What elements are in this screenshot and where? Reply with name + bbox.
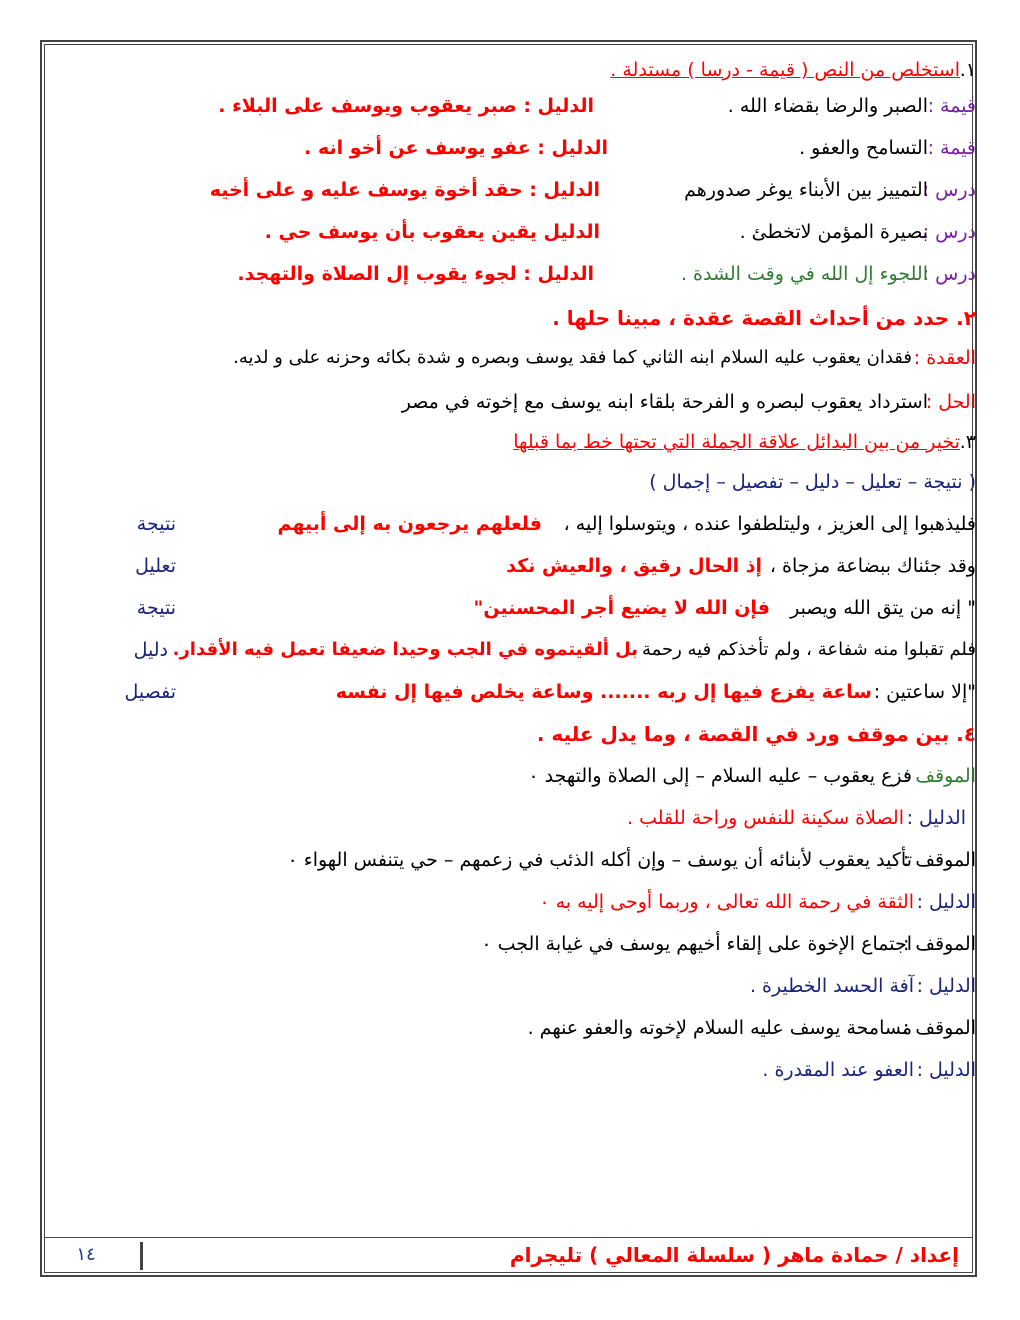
q3-row (60, 676, 976, 710)
q3-sentence: وقد جئناك ببضاعة مزجاة ، (769, 555, 976, 577)
row-evidence: الدليل : صبر يعقوب ويوسف على البلاء . (218, 95, 594, 117)
row-label: قيمة : (927, 137, 976, 159)
q3-answer: نتيجة (136, 513, 176, 535)
q2-heading (60, 302, 976, 336)
q1-heading (60, 54, 976, 88)
page-footer (44, 1237, 973, 1274)
q1-title: استخلص من النص ( قيمة - درسا ) مستدلة . (610, 59, 960, 81)
q3-sentence: "إلا ساعتين : (873, 681, 976, 703)
row-text: اللجوء إل الله في وقت الشدة . (680, 263, 928, 285)
row-evidence: الدليل : عفو يوسف عن أخو انه . (304, 137, 608, 159)
situation-text: مسامحة يوسف عليه السلام لإخوته والعفو عنهم . (527, 1017, 912, 1039)
q3-highlight: بل ألقيتموه في الجب وحيدا ضعيفا تعمل فيه الأقدار. (172, 639, 638, 660)
q4-situation (60, 760, 976, 794)
q3-sentence: " إنه من يتق الله ويصبر (790, 597, 976, 619)
q3-highlight: ساعة يفزع فيها إل ربه ....... وساعة يخلص فيها إل نفسه (335, 681, 872, 703)
q3-answer: دليل (133, 639, 168, 661)
evidence-label: الدليل : (916, 891, 976, 913)
solution-label: الحل : (925, 391, 976, 413)
q3-row (60, 550, 976, 584)
q2-title: ٢. حدد من أحداث القصة عقدة ، مبينا حلها . (552, 306, 976, 330)
page-number: ١٤ (76, 1244, 96, 1265)
q1-number: ١. (959, 59, 976, 81)
solution-text: استرداد يعقوب لبصره و الفرحة بلقاء ابنه يوسف مع إخوته في مصر (401, 391, 928, 413)
row-text: التمييز بين الأبناء يوغر صدورهم (684, 179, 928, 201)
q3-title: تخير من بين البدائل علاقة الجملة التي تحتها خط بما قبلها (513, 431, 960, 453)
q3-options (60, 466, 976, 500)
q3-number: ٣. (959, 431, 976, 453)
q4-situation (60, 928, 976, 962)
q3-answer: تعليل (135, 555, 176, 577)
q1-row (60, 90, 976, 124)
q1-row (60, 174, 976, 208)
q3-options-text: ( نتيجة – تعليل – دليل – تفصيل – إجمال ) (649, 471, 976, 493)
evidence-label: الدليل : (916, 975, 976, 997)
q3-highlight: فإن الله لا يضيع أجر المحسنين" (473, 597, 770, 619)
evidence-text: الصلاة سكينة للنفس وراحة للقلب . (627, 807, 904, 829)
row-evidence: الدليل : لجوء يقوب إل الصلاة والتهجد. (237, 263, 594, 285)
footer-credit: إعداد / حمادة ماهر ( سلسلة المعالي ) تليجرام (509, 1243, 959, 1267)
row-label: قيمة : (927, 95, 976, 117)
q2-knot (60, 342, 976, 376)
situation-text: اجتماع الإخوة على إلقاء أخيهم يوسف في غيابة الجب ٠ (481, 933, 912, 955)
situation-label: الموقف : (902, 849, 976, 871)
q3-row (60, 634, 976, 668)
q4-title: ٤. بين موقف ورد في القصة ، وما يدل عليه . (536, 722, 976, 746)
situation-text: فزع يعقوب – عليه السلام – إلى الصلاة والتهجد ٠ (528, 765, 912, 787)
situation-text: تأكيد يعقوب لأبنائه أن يوسف – وإن أكله الذئب في زعمهم – حي يتنفس الهواء ٠ (287, 849, 912, 871)
evidence-text: العفو عند المقدرة . (762, 1059, 914, 1081)
footer-divider (140, 1242, 143, 1270)
q3-sentence: فلم تقبلوا منه شفاعة ، ولم تأخذكم فيه رحمة ، (630, 639, 976, 660)
q3-highlight: إذ الحال رقيق ، والعيش نكد (506, 555, 762, 577)
q4-evidence (60, 970, 976, 1004)
q3-sentence: فليذهبوا إلى العزيز ، وليتلطفوا عنده ، ويتوسلوا إليه ، (563, 513, 976, 535)
q3-answer: تفصيل (124, 681, 176, 703)
q4-evidence (60, 886, 976, 920)
row-label: درس : (922, 179, 976, 201)
evidence-label: الدليل : (916, 1059, 976, 1081)
q3-row (60, 592, 976, 626)
q1-row (60, 258, 976, 292)
situation-label: الموقف : (902, 933, 976, 955)
row-label: درس : (922, 221, 976, 243)
q4-evidence (60, 802, 976, 836)
q2-solution (60, 386, 976, 420)
knot-label: العقدة : (913, 347, 976, 369)
evidence-text: الثقة في رحمة الله تعالى ، وربما أوحى إليه به ٠ (539, 891, 914, 913)
row-text: بصيرة المؤمن لاتخطئ . (739, 221, 928, 243)
row-label: درس : (922, 263, 976, 285)
row-text: الصبر والرضا بقضاء الله . (727, 95, 928, 117)
evidence-text: آفة الحسد الخطيرة . (749, 975, 914, 997)
evidence-label: الدليل : (906, 807, 966, 829)
situation-label: الموقف : (902, 765, 976, 787)
q4-evidence (60, 1054, 976, 1088)
q3-highlight: فلعلهم يرجعون به إلى أبيهم (277, 513, 542, 535)
q3-row (60, 508, 976, 542)
q3-answer: نتيجة (136, 597, 176, 619)
q4-heading (60, 718, 976, 752)
q4-situation (60, 1012, 976, 1046)
situation-label: الموقف : (902, 1017, 976, 1039)
q4-situation (60, 844, 976, 878)
q3-heading (60, 426, 976, 460)
row-text: التسامح والعفو . (799, 137, 928, 159)
knot-text: فقدان يعقوب عليه السلام ابنه الثاني كما فقد يوسف وبصره و شدة بكائه وحزنه على و لديه. (233, 347, 912, 368)
q1-row (60, 216, 976, 250)
row-evidence: الدليل يقين يعقوب بأن يوسف حي . (264, 221, 600, 243)
row-evidence: الدليل : حقد أخوة يوسف عليه و على أخيه (209, 179, 600, 201)
q1-row (60, 132, 976, 166)
